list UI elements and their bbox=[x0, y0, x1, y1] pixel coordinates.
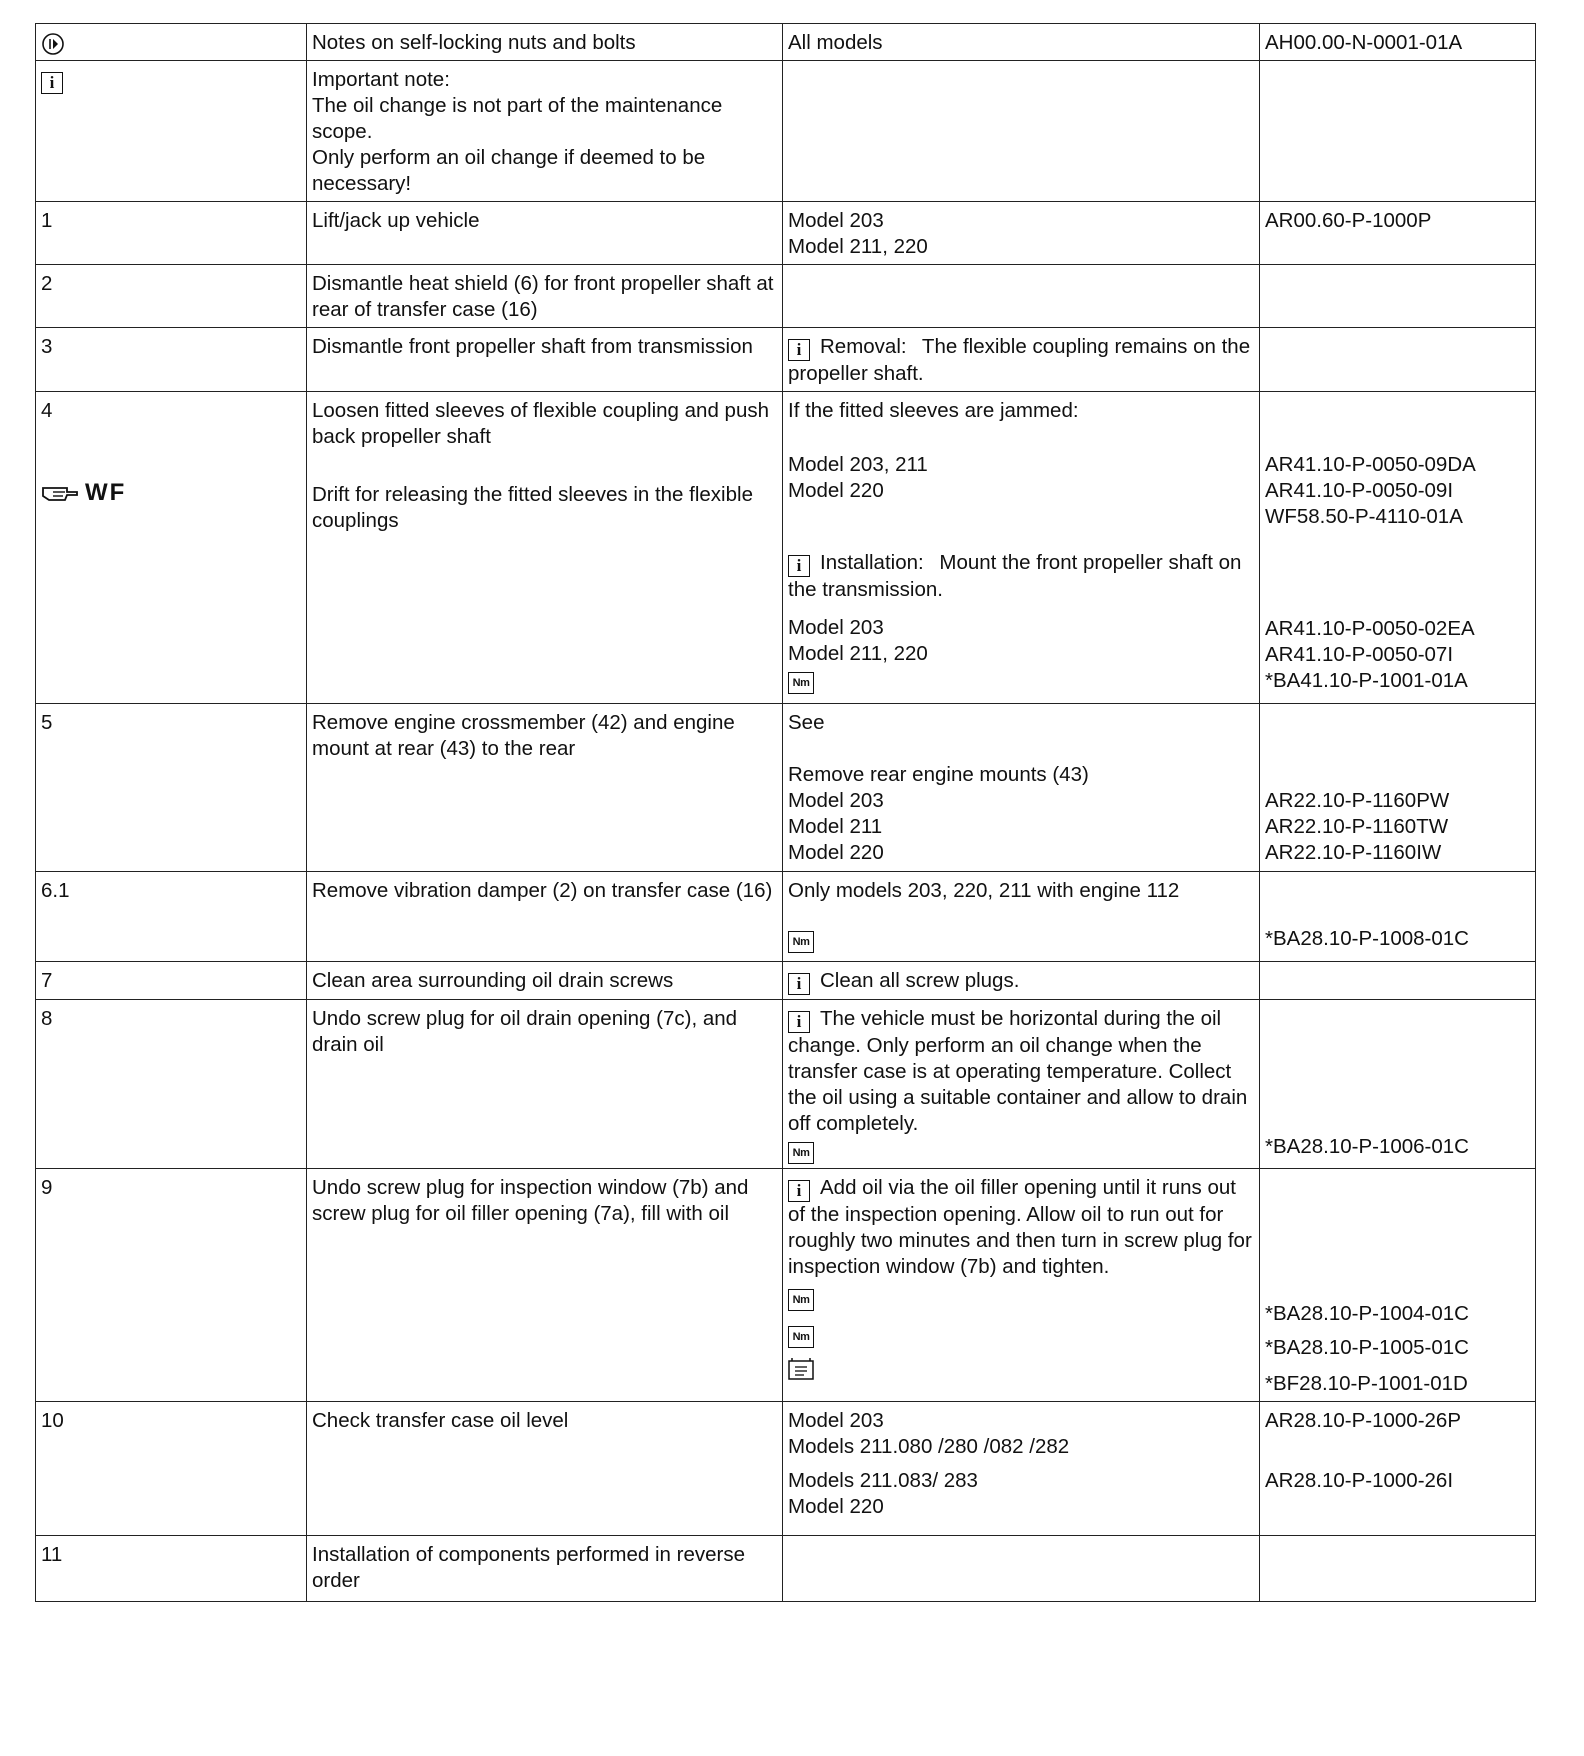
info-text: Model 203 bbox=[788, 616, 884, 639]
action-text: Only perform an oil change if deemed to be necessary! bbox=[312, 146, 706, 195]
table-row bbox=[36, 392, 1536, 704]
info-text: The vehicle must be horizontal during the oil change. Only perform an oil change when the transfer case is at operating temperature. Collect the oil using a suitable container and allow to drain off completely. bbox=[788, 1007, 1248, 1135]
info-text: Model 203 bbox=[788, 1409, 884, 1432]
info-text: Model 203, 211 bbox=[788, 453, 928, 476]
info-text: Model 220 bbox=[788, 841, 884, 864]
info-text: Model 211, 220 bbox=[788, 235, 928, 258]
procedure-table bbox=[35, 23, 1536, 1602]
torque-icon: Nm bbox=[788, 1142, 814, 1164]
reference-link[interactable]: *BA41.10-P-1001-01A bbox=[1265, 669, 1468, 692]
info-text: Model 211 bbox=[788, 815, 883, 838]
info-text: Mount the front propeller shaft on the transmission. bbox=[788, 551, 1242, 601]
step-number: 3 bbox=[41, 335, 53, 358]
icon-cell bbox=[36, 24, 307, 61]
table-row bbox=[36, 872, 1536, 962]
info-icon: i bbox=[788, 973, 810, 995]
info-text: Model 203 bbox=[788, 209, 884, 232]
reference-link[interactable]: *BA28.10-P-1006-01C bbox=[1265, 1135, 1469, 1158]
table-row bbox=[36, 704, 1536, 872]
table-row bbox=[36, 962, 1536, 1000]
table-row bbox=[36, 61, 1536, 202]
info-icon: i bbox=[41, 72, 63, 94]
table-row bbox=[36, 1169, 1536, 1402]
info-text: Model 211, 220 bbox=[788, 642, 928, 665]
info-text: Models 211.083/ 283 bbox=[788, 1469, 978, 1492]
reference-link[interactable]: AR41.10-P-0050-07I bbox=[1265, 643, 1454, 666]
action-text: Clean area surrounding oil drain screws bbox=[312, 969, 674, 992]
reference-link[interactable]: WF58.50-P-4110-01A bbox=[1265, 505, 1463, 528]
reference-link[interactable]: AR28.10-P-1000-26I bbox=[1265, 1469, 1454, 1492]
reference-link[interactable]: AR41.10-P-0050-02EA bbox=[1265, 617, 1475, 640]
info-text: See bbox=[788, 711, 825, 734]
info-text: Remove rear engine mounts (43) bbox=[788, 763, 1089, 786]
table-row bbox=[36, 1000, 1536, 1169]
self-locking-icon bbox=[41, 32, 65, 56]
reference-link[interactable]: AH00.00-N-0001-01A bbox=[1265, 31, 1463, 54]
step-number: 7 bbox=[41, 969, 53, 992]
info-icon: i bbox=[788, 339, 810, 361]
torque-icon: Nm bbox=[788, 1326, 814, 1348]
info-text: Model 220 bbox=[788, 1495, 884, 1518]
info-text: If the fitted sleeves are jammed: bbox=[788, 399, 1079, 422]
reference-link[interactable]: *BA28.10-P-1004-01C bbox=[1265, 1302, 1469, 1325]
action-text: Lift/jack up vehicle bbox=[312, 209, 480, 232]
step-number: 1 bbox=[41, 209, 53, 232]
reference-link[interactable]: AR41.10-P-0050-09DA bbox=[1265, 453, 1476, 476]
step-number: 10 bbox=[41, 1409, 64, 1432]
torque-icon: Nm bbox=[788, 931, 814, 953]
table-row bbox=[36, 24, 1536, 61]
table-row bbox=[36, 328, 1536, 392]
wf-label: WF bbox=[85, 479, 127, 506]
reference-link[interactable]: *BF28.10-P-1001-01D bbox=[1265, 1372, 1468, 1395]
reference-link[interactable]: AR41.10-P-0050-09I bbox=[1265, 479, 1454, 502]
action-text: The oil change is not part of the maintenance scope. bbox=[312, 94, 723, 143]
table-row bbox=[36, 1402, 1536, 1536]
reference-link[interactable]: AR22.10-P-1160PW bbox=[1265, 789, 1450, 812]
action-text: Dismantle heat shield (6) for front propeller shaft at rear of transfer case (16) bbox=[312, 272, 774, 321]
reference-link[interactable]: AR28.10-P-1000-26P bbox=[1265, 1409, 1462, 1432]
step-number: 8 bbox=[41, 1007, 53, 1030]
info-icon: i bbox=[788, 555, 810, 577]
info-label: Installation: bbox=[820, 551, 924, 574]
action-text: Loosen fitted sleeves of flexible coupling and push back propeller shaft bbox=[312, 399, 770, 448]
reference-link[interactable]: *BA28.10-P-1008-01C bbox=[1265, 927, 1469, 950]
info-text: Only models 203, 220, 211 with engine 112 bbox=[788, 879, 1180, 902]
step-number: 4 bbox=[41, 399, 53, 422]
action-text: Notes on self-locking nuts and bolts bbox=[312, 31, 636, 54]
action-text: Remove engine crossmember (42) and engine mount at rear (43) to the rear bbox=[312, 711, 735, 760]
table-row bbox=[36, 265, 1536, 328]
step-number: 2 bbox=[41, 272, 53, 295]
reference-link[interactable]: *BA28.10-P-1005-01C bbox=[1265, 1336, 1469, 1359]
step-number: 9 bbox=[41, 1176, 53, 1199]
fluid-spec-icon bbox=[788, 1358, 814, 1380]
action-text: Undo screw plug for oil drain opening (7c), and drain oil bbox=[312, 1007, 738, 1056]
action-text: Drift for releasing the fitted sleeves in the flexible couplings bbox=[312, 483, 753, 532]
step-number: 6.1 bbox=[41, 879, 70, 902]
info-text: Add oil via the oil filler opening until it runs out of the inspection opening. Allow oil to run out for roughly two minutes and then turn in screw plug for inspection window (7b) and tighten. bbox=[788, 1176, 1252, 1278]
action-text: Installation of components performed in reverse order bbox=[312, 1543, 746, 1592]
torque-icon: Nm bbox=[788, 1289, 814, 1311]
action-text: Undo screw plug for inspection window (7b) and screw plug for oil filler opening (7a), fill with oil bbox=[312, 1176, 749, 1225]
info-text: Model 203 bbox=[788, 789, 884, 812]
info-icon: i bbox=[788, 1011, 810, 1033]
table-row bbox=[36, 1536, 1536, 1602]
info-label: Removal: bbox=[820, 335, 907, 358]
action-text: Remove vibration damper (2) on transfer case (16) bbox=[312, 879, 773, 902]
reference-link[interactable]: AR00.60-P-1000P bbox=[1265, 209, 1432, 232]
torque-icon: Nm bbox=[788, 672, 814, 694]
info-text: Clean all screw plugs. bbox=[820, 969, 1020, 992]
info-text: Models 211.080 /280 /082 /282 bbox=[788, 1435, 1070, 1458]
step-number: 11 bbox=[41, 1543, 63, 1566]
pointing-hand-icon bbox=[41, 482, 81, 504]
action-text: Check transfer case oil level bbox=[312, 1409, 569, 1432]
workshop-equipment-marker bbox=[41, 480, 126, 506]
step-number: 5 bbox=[41, 711, 53, 734]
info-text: Model 220 bbox=[788, 479, 884, 502]
action-text: Important note: bbox=[312, 68, 450, 91]
info-text: All models bbox=[788, 31, 883, 54]
reference-link[interactable]: AR22.10-P-1160TW bbox=[1265, 815, 1449, 838]
info-icon: i bbox=[788, 1180, 810, 1202]
table-row bbox=[36, 202, 1536, 265]
info-text: The flexible coupling remains on the propeller shaft. bbox=[788, 335, 1251, 385]
reference-link[interactable]: AR22.10-P-1160IW bbox=[1265, 841, 1442, 864]
action-text: Dismantle front propeller shaft from transmission bbox=[312, 335, 753, 358]
